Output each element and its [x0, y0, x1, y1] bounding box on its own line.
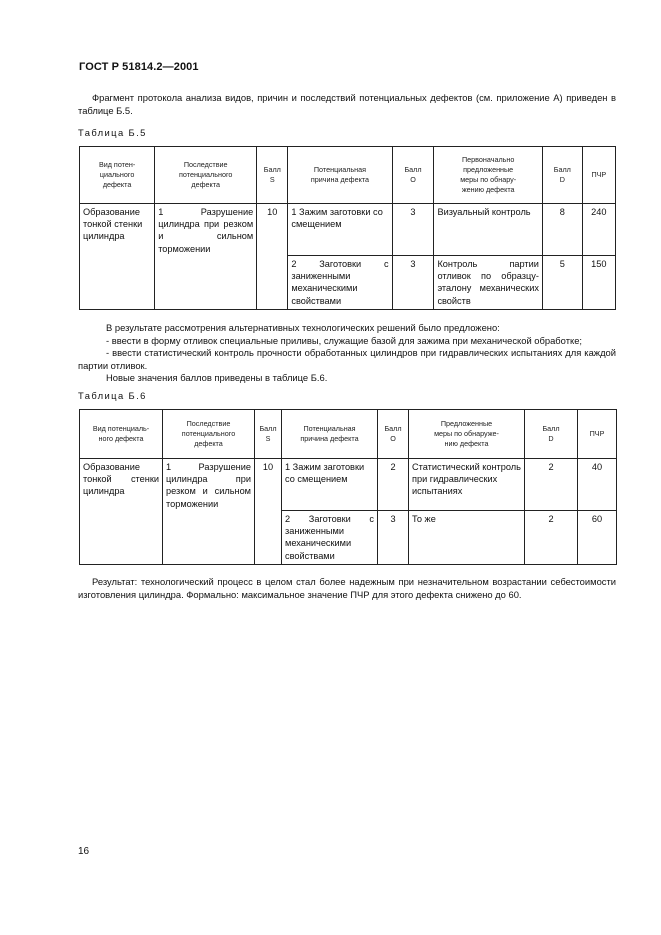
- new-values-note: Новые значения баллов приведены в таблице Б.6.: [106, 372, 328, 384]
- table5-score-s-cell: 10: [257, 204, 288, 310]
- table5-header-consequence: Последствие потенциального дефекта: [155, 147, 257, 204]
- page-number: 16: [78, 846, 90, 857]
- intro-paragraph: Фрагмент протокола анализа видов, причин и последствий потенциальных дефектов (см. приложение А) приведен в таблице Б.5.: [78, 92, 616, 116]
- table5-cause-cell: 1 Зажим заготовки со смещением: [288, 204, 392, 256]
- table6-cause-cell: 2 Заготовки с заниженными механическими свойствами: [282, 511, 378, 565]
- table-row: [80, 459, 617, 511]
- table5-defect-cell: Образование тонкой стенки цилиндра: [80, 204, 155, 310]
- table5-caption: Таблица Б.5: [78, 127, 147, 138]
- table6-header-rpn: ПЧР: [578, 410, 617, 459]
- table5-header-rpn: ПЧР: [582, 147, 615, 204]
- table5-header-measures: Первоначально предложенные меры по обнару- жению дефекта: [434, 147, 542, 204]
- document-header: ГОСТ Р 51814.2—2001: [79, 61, 199, 73]
- table5-header-score-s: Балл S: [257, 147, 288, 204]
- table6-header-defect-type: Вид потенциаль- ного дефекта: [80, 410, 163, 459]
- table5-score-o-cell: 3: [392, 204, 434, 256]
- table5-rpn-cell: 150: [582, 256, 615, 310]
- table-row: [80, 204, 616, 256]
- table5-score-d-cell: 8: [542, 204, 582, 256]
- table5-cause-cell: 2 Заготовки с заниженными механическими свойствами: [288, 256, 392, 310]
- table5-measures-cell: Контроль партии отливок по образцу-эталону механических свойств: [434, 256, 542, 310]
- table6-score-o-cell: 3: [378, 511, 409, 565]
- table6-header-consequence: Последствие потенциального дефекта: [163, 410, 255, 459]
- table5-header-score-o: Балл O: [392, 147, 434, 204]
- table6-defect-cell: Образование тонкой стенки цилиндра: [80, 459, 163, 565]
- results-intro: В результате рассмотрения альтернативных технологических решений было предложено:: [106, 322, 500, 333]
- table6-measures-cell: То же: [409, 511, 525, 565]
- table5-header-defect-type: Вид потен- циального дефекта: [80, 147, 155, 204]
- conclusion-paragraph: Результат: технологический процесс в целом стал более надежным при незначительном возрастании себестоимости изготовления цилиндра. Формально: максимальное значение ПЧР для этого дефекта снижено до 60.: [78, 576, 616, 600]
- table5-consequence-cell: 1 Разрушение цилиндра при резком и сильном торможении: [155, 204, 257, 310]
- table5: [79, 146, 616, 310]
- table5-header-score-d: Балл D: [542, 147, 582, 204]
- table5-measures-cell: Визуальный контроль: [434, 204, 542, 256]
- table5-score-d-cell: 5: [542, 256, 582, 310]
- table6-score-d-cell: 2: [525, 511, 578, 565]
- table5-rpn-cell: 240: [582, 204, 615, 256]
- table6-score-s-cell: 10: [255, 459, 282, 565]
- table6-cause-cell: 1 Зажим заготовки со смещением: [282, 459, 378, 511]
- table5-header-cause: Потенциальная причина дефекта: [288, 147, 392, 204]
- table6-score-o-cell: 2: [378, 459, 409, 511]
- table6-rpn-cell: 60: [578, 511, 617, 565]
- results-bullet-2: - ввести статистический контроль прочности обработанных цилиндров при гидравлических испытаниях для каждой партии отливок.: [78, 347, 616, 371]
- table6-header-cause: Потенциальная причина дефекта: [282, 410, 378, 459]
- table6-rpn-cell: 40: [578, 459, 617, 511]
- table6-header-score-d: Балл D: [525, 410, 578, 459]
- table6-header-score-s: Балл S: [255, 410, 282, 459]
- table6-score-d-cell: 2: [525, 459, 578, 511]
- table6: [79, 409, 617, 565]
- table6-header-score-o: Балл O: [378, 410, 409, 459]
- table6-measures-cell: Статистический контроль при гидравлических испытаниях: [409, 459, 525, 511]
- results-paragraph: [78, 322, 616, 385]
- table6-consequence-cell: 1 Разрушение цилиндра при резком и сильном торможении: [163, 459, 255, 565]
- table5-score-o-cell: 3: [392, 256, 434, 310]
- table6-caption: Таблица Б.6: [78, 390, 147, 401]
- results-bullet-1: - ввести в форму отливок специальные приливы, служащие базой для зажима при механической обработке;: [106, 334, 583, 346]
- table6-header-measures: Предложенные меры по обнаруже- нию дефекта: [409, 410, 525, 459]
